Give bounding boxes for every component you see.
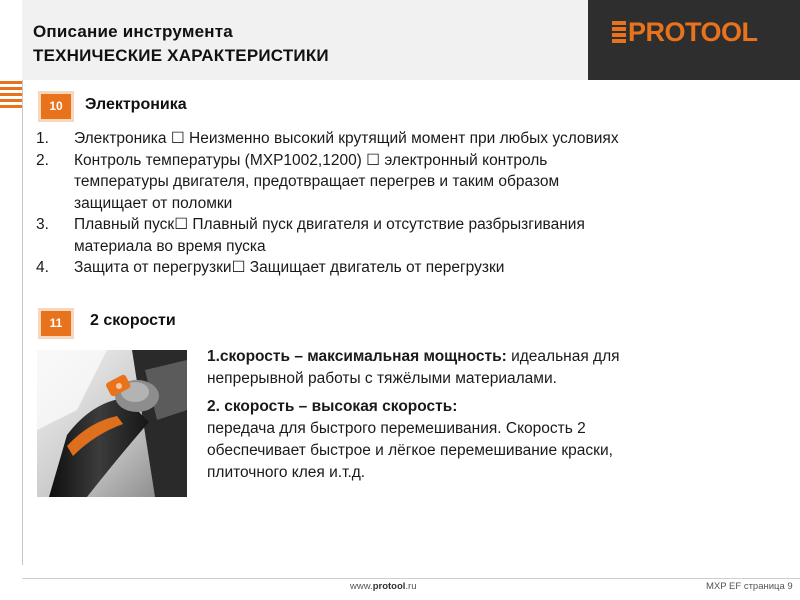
section-title-electronics: Электроника — [85, 96, 187, 113]
list-item-text: Контроль температуры (MXP1002,1200) ☐ электронный контроль — [74, 151, 548, 169]
list-item — [36, 214, 786, 257]
list-item-number: 4. — [36, 259, 49, 276]
list-item-number: 3. — [36, 216, 49, 233]
footer-divider — [22, 578, 800, 579]
logo-text: PROTOOL — [628, 17, 758, 47]
list-item-number: 2. — [36, 151, 49, 169]
page-title — [33, 20, 329, 68]
list-item-number: 1. — [36, 130, 49, 147]
speed-2-label: 2. скорость – высокая скорость: — [207, 398, 458, 415]
speed-2-paragraph — [207, 396, 787, 484]
speed-2-text: передача для быстрого перемешивания. Скорость 2 — [207, 420, 586, 437]
list-item-text: защищает от поломки — [74, 194, 233, 212]
speed-2-text: плиточного клея и.т.д. — [207, 464, 366, 481]
page-title-line1: Описание инструмента — [33, 22, 233, 41]
section-badge-10: 10 — [41, 94, 71, 119]
speed-2-text: обеспечивает быстрое и лёгкое перемешивание краски, — [207, 442, 613, 459]
list-item — [36, 150, 786, 215]
footer-url-brand: protool — [372, 581, 406, 592]
footer-url[interactable] — [350, 581, 417, 592]
section-title-speeds: 2 скорости — [90, 312, 176, 329]
electronics-list — [36, 128, 786, 279]
list-item — [36, 257, 786, 279]
list-item — [36, 128, 786, 150]
list-item-text: материала во время пуска — [74, 237, 266, 255]
speed-1-label: 1.скорость – максимальная мощность: — [207, 348, 507, 365]
list-item-text: Защита от перегрузки☐ Защищает двигатель от перегрузки — [74, 259, 505, 276]
page-title-line2: ТЕХНИЧЕСКИЕ ХАРАКТЕРИСТИКИ — [33, 46, 329, 65]
section-badge-11: 11 — [41, 311, 71, 336]
list-item-text: Плавный пуск☐ Плавный пуск двигателя и отсутствие разбрызгивания — [74, 216, 585, 233]
speed-1-text: идеальная для — [506, 348, 620, 365]
protool-logo — [612, 16, 758, 48]
footer-url-prefix: www. — [350, 581, 373, 592]
list-item-text: температуры двигателя, предотвращает перегрев и таким образом — [74, 173, 560, 190]
logo-bars-icon — [612, 21, 626, 43]
speed-switch-image — [37, 350, 187, 497]
left-divider — [22, 80, 23, 565]
list-item-text: Электроника ☐ Неизменно высокий крутящий момент при любых условиях — [74, 130, 619, 147]
speed-1-paragraph — [207, 346, 787, 390]
orange-stripes — [0, 81, 22, 111]
footer-page-number: MXP EF страница 9 — [706, 581, 793, 592]
footer-url-suffix: .ru — [405, 581, 417, 592]
speed-description — [207, 346, 787, 484]
speed-switch-photo — [37, 350, 187, 497]
speed-1-text-cont: непрерывной работы с тяжёлыми материалами. — [207, 370, 557, 387]
